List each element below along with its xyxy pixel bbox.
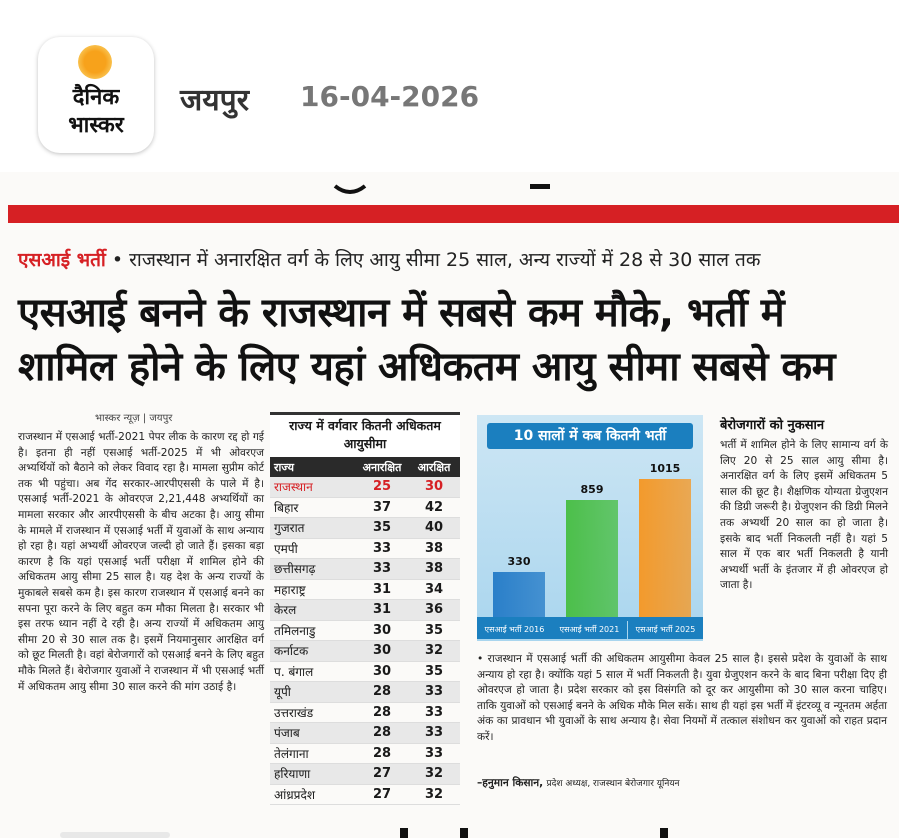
- state-cell: प. बंगाल: [274, 664, 314, 679]
- bar-value-label: 330: [507, 555, 531, 568]
- reserved-cell: 35: [424, 663, 444, 679]
- state-cell: उत्तराखंड: [274, 705, 314, 720]
- header-general: अनारक्षित: [362, 460, 402, 474]
- table-row: [270, 785, 460, 806]
- general-cell: 28: [372, 704, 392, 720]
- state-cell: बिहार: [274, 500, 299, 515]
- state-cell: यूपी: [274, 685, 291, 700]
- reserved-cell: 36: [424, 602, 444, 618]
- state-cell: तेलंगाना: [274, 746, 309, 761]
- state-cell: कर्नाटक: [274, 644, 309, 659]
- reserved-cell: 33: [424, 725, 444, 741]
- sidebar-body: भर्ती में शामिल होने के लिए सामान्य वर्ग के लिए 20 से 25 साल आयु सीमा है। अनारक्षित वर्ग के लिए इसमें अधिकतम 5 साल की छूट है। शैक्षणिक योग्यता ग्रेजुएशन की डिग्री जरूरी है। ग्रेजुएशन की डिग्री मिलने तक अभ्यर्थी 20 साल का हो जाता है। इसके बाद भर्ती निकलती नहीं है। यहां 5 साल में एक बार भर्ती निकलती है यानी अभ्यर्थी भर्ती के इंतजार में ही ओवरएज हो जाता है।: [720, 439, 888, 592]
- general-cell: 33: [372, 561, 392, 577]
- general-cell: 35: [372, 520, 392, 536]
- general-cell: 28: [372, 684, 392, 700]
- table-row: [270, 600, 460, 621]
- chart-bar: [493, 572, 545, 617]
- general-cell: 30: [372, 622, 392, 638]
- state-cell: छत्तीसगढ़: [274, 562, 316, 577]
- reserved-cell: 33: [424, 704, 444, 720]
- recruitment-chart: [477, 415, 703, 641]
- state-cell: गुजरात: [274, 521, 305, 536]
- article-headline: एसआई बनने के राजस्थान में सबसे कम मौके, भर्ती में शामिल होने के लिए यहां अधिकतम आयु सीमा सबसे कम: [18, 290, 835, 390]
- reserved-cell: 33: [424, 684, 444, 700]
- bar-value-label: 859: [580, 483, 604, 496]
- bar-category-label: एसआई भर्ती 2021: [552, 621, 627, 639]
- state-cell: राजस्थान: [274, 480, 313, 495]
- table-row: [270, 498, 460, 519]
- kicker-tag: एसआई भर्ती: [18, 249, 106, 271]
- reserved-cell: 38: [424, 540, 444, 556]
- state-cell: तमिलनाडु: [274, 623, 316, 638]
- state-cell: महाराष्ट्र: [274, 582, 306, 597]
- state-cell: पंजाब: [274, 726, 300, 741]
- state-cell: हरियाणा: [274, 767, 311, 782]
- general-cell: 33: [372, 540, 392, 556]
- state-cell: आंध्रप्रदेश: [274, 787, 316, 802]
- reserved-cell: 32: [424, 766, 444, 782]
- reserved-cell: 38: [424, 561, 444, 577]
- reserved-cell: 32: [424, 786, 444, 802]
- chart-bar: [639, 479, 691, 617]
- general-cell: 25: [372, 479, 392, 495]
- article-byline: भास्कर न्यूज़ | जयपुर: [95, 413, 173, 424]
- quote-text: • राजस्थान में एसआई भर्ती की अधिकतम आयुसीमा केवल 25 साल है। इससे प्रदेश के युवाओं के साथ अन्याय हो रहा है। क्योंकि यहां 5 साल में भर्ती निकलती है। युवा ग्रेजुएशन करने के बाद बिना परीक्षा दिए ही ओवरएज हो जाता है। प्रदेश सरकार को इस विसंगति को दूर कर आयुसीमा को 30 साल करना चाहिए। ताकि युवाओं को एसआई बनने के अधिक मौके मिल सकें। साथ ही यहां इस भर्ती में इंटरव्यू व न्यूनतम अर्हता अंक का प्रावधान भी युवाओं के साथ अन्याय है। सेवा नियमों में तत्काल संशोधन कर युवाओं को राहत प्रदान करें।: [477, 653, 888, 743]
- general-cell: 28: [372, 745, 392, 761]
- reserved-cell: 42: [424, 499, 444, 515]
- cropped-text-below-icon: [60, 826, 860, 838]
- reserved-cell: 33: [424, 745, 444, 761]
- reserved-cell: 30: [424, 479, 444, 495]
- state-cell: केरल: [274, 603, 297, 618]
- general-cell: 27: [372, 766, 392, 782]
- chart-bar: [566, 500, 618, 617]
- table-row: [270, 621, 460, 642]
- table-row: [270, 723, 460, 744]
- table-body: [270, 477, 460, 805]
- chart-title: 10 सालों में कब कितनी भर्ती: [487, 423, 693, 449]
- table-row: [270, 744, 460, 765]
- general-cell: 28: [372, 725, 392, 741]
- edition-date: 16-04-2026: [300, 80, 480, 113]
- reserved-cell: 34: [424, 581, 444, 597]
- table-row: [270, 682, 460, 703]
- age-limit-table: [270, 412, 460, 805]
- sidebar-heading: बेरोजगारों को नुकसान: [720, 418, 825, 433]
- table-row: [270, 518, 460, 539]
- article-kicker: [18, 246, 760, 272]
- reserved-cell: 35: [424, 622, 444, 638]
- quote-role: प्रदेश अध्यक्ष, राजस्थान बेरोजगार यूनियन: [546, 779, 680, 789]
- table-row: [270, 641, 460, 662]
- reserved-cell: 32: [424, 643, 444, 659]
- general-cell: 31: [372, 581, 392, 597]
- table-header: [270, 457, 460, 477]
- general-cell: 27: [372, 786, 392, 802]
- kicker-text: • राजस्थान में अनारक्षित वर्ग के लिए आयु सीमा 25 साल, अन्य राज्यों में 28 से 30 साल तक: [111, 249, 761, 271]
- edition-city: जयपुर: [180, 83, 249, 118]
- red-divider-bar: [8, 205, 899, 223]
- bar-value-label: 1015: [649, 462, 681, 475]
- general-cell: 30: [372, 663, 392, 679]
- table-row: [270, 662, 460, 683]
- header-state: राज्य: [274, 460, 295, 474]
- logo-line2: भास्कर: [68, 113, 124, 138]
- table-row: [270, 477, 460, 498]
- article-body: राजस्थान में एसआई भर्ती-2021 पेपर लीक के कारण रद्द हो गई है। इतना ही नहीं एसआई भर्ती-2025 में भी ओवरएज अभ्यर्थियों को बैठाने को लेकर विवाद रहा है। मामला सुप्रीम कोर्ट तक भी पहुंचा। अब गेंद सरकार-आरपीएससी के पाले में है। एसआई भर्ती-2021 के ओवरएज 2,21,448 अभ्यर्थियों का मामला सरकार और आरपीएससी के बीच अटका है। आयु सीमा के मामले में राजस्थान में एसआई भर्ती में युवाओं के साथ अन्याय हो रहा है। यहां अभ्यर्थी ओवरएज जल्दी हो जाते हैं। इसका बड़ा कारण है कि यहां एसआई भर्ती परीक्षा में शामिल होने की अधिकतम आयु सीमा 25 साल है। यह देश के अन्य राज्यों के मुकाबले सबसे कम है। इस कारण राजस्थान में एसआई बनने का सपना पूरा करने के लिए बहुत कम मौका मिलता है। सरकार भी इस तरफ ध्यान नहीं दे रही है। अन्य राज्यों में अधिकतम आयु सीमा 20 से 30 साल तक है। इसमें नियमानुसार आरक्षित वर्ग को छूट मिलती है। वहां बेरोजगारों को एसआई बनने के लिए बहुत मौके मिलते हैं। बेरोजगार युवाओं ने राजस्थान में भी एसआई भर्ती में अधिकतम आयु सीमा 30 साल करने की मांग उठाई है।: [18, 431, 264, 693]
- sun-logo-icon: [78, 45, 112, 79]
- table-title: राज्य में वर्गवार कितनी अधिकतम आयुसीमा: [270, 412, 460, 457]
- table-row: [270, 539, 460, 560]
- state-cell: एमपी: [274, 541, 298, 556]
- table-row: [270, 764, 460, 785]
- logo-line1: दैनिक: [72, 85, 120, 110]
- bar-category-label: एसआई भर्ती 2025: [628, 621, 703, 639]
- table-row: [270, 559, 460, 580]
- table-row: [270, 580, 460, 601]
- quote-author: –हनुमान किसान,: [477, 777, 544, 789]
- cropped-text-above-icon: [330, 178, 570, 198]
- header-reserved: आरक्षित: [417, 460, 451, 474]
- table-row: [270, 703, 460, 724]
- reserved-cell: 40: [424, 520, 444, 536]
- general-cell: 37: [372, 499, 392, 515]
- general-cell: 31: [372, 602, 392, 618]
- dainik-bhaskar-logo[interactable]: [38, 37, 154, 153]
- quote-signature: [477, 776, 680, 790]
- general-cell: 30: [372, 643, 392, 659]
- bar-category-label: एसआई भर्ती 2016: [477, 621, 552, 639]
